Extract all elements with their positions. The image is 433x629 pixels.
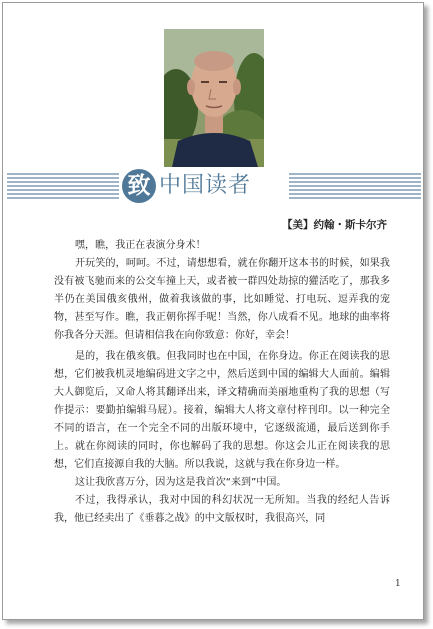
paragraph: 不过，我得承认，我对中国的科幻状况一无所知。当我的经纪人告诉我，他已经卖出了《垂暮之战》的中文版权时，我很高兴，同 — [54, 495, 390, 524]
body-text — [54, 237, 390, 528]
decorative-stripes-left — [7, 173, 119, 199]
author-photo — [164, 29, 264, 167]
book-page — [2, 2, 424, 620]
page-number: 1 — [395, 579, 401, 589]
author-portrait-image — [164, 29, 264, 167]
paragraph: 嘿，瞧，我正在表演分身术！ — [75, 240, 206, 251]
page-title: 中国读者 — [159, 173, 252, 198]
paragraph: 开玩笑的，呵呵。不过，请想想看，就在你翻开这本书的时候，如果我没有被飞驰而来的公交车撞上天，或者被一群四处劫掠的獾活吃了，那我多半仍在美国俄亥俄州，做着我该做的事，比如睡觉、打电玩、逗弄我的宠物，甚至写作。瞧，我正朝你挥手呢！当然，你八成看不见。地球的曲率将你我各分天涯。但请相信我在向你致意：你好，幸会！ — [54, 258, 390, 341]
author-byline: 【美】约翰・斯卡尔齐 — [282, 219, 387, 231]
title-circle-badge — [122, 169, 156, 203]
paragraph: 这让我欣喜万分，因为这是我首次“来到”中国。 — [75, 477, 287, 488]
decorative-stripes-right — [289, 173, 421, 199]
title-first-char: 致 — [127, 173, 151, 199]
title-banner — [3, 169, 425, 205]
paragraph: 是的，我在俄亥俄。但我同时也在中国，在你身边。你正在阅读我的思想，它们被我机灵地编码进文字之中，然后送到中国的编辑大人面前。编辑大人御览后，又命人将其翻译出来，译文精确而美丽地重构了我的思想（写作提示：要勤拍编辑马屁）。接着，编辑大人将文章付梓刊印。以一种完全不同的语言，在一个完全不同的出版环境中，它逐级流通，最后送到你手上。就在你阅读的同时，你也解码了我的思想。你这会儿正在阅读我的思想，它们直接源自我的大脑。所以我说，这就与我在你身边一样。 — [54, 351, 390, 470]
